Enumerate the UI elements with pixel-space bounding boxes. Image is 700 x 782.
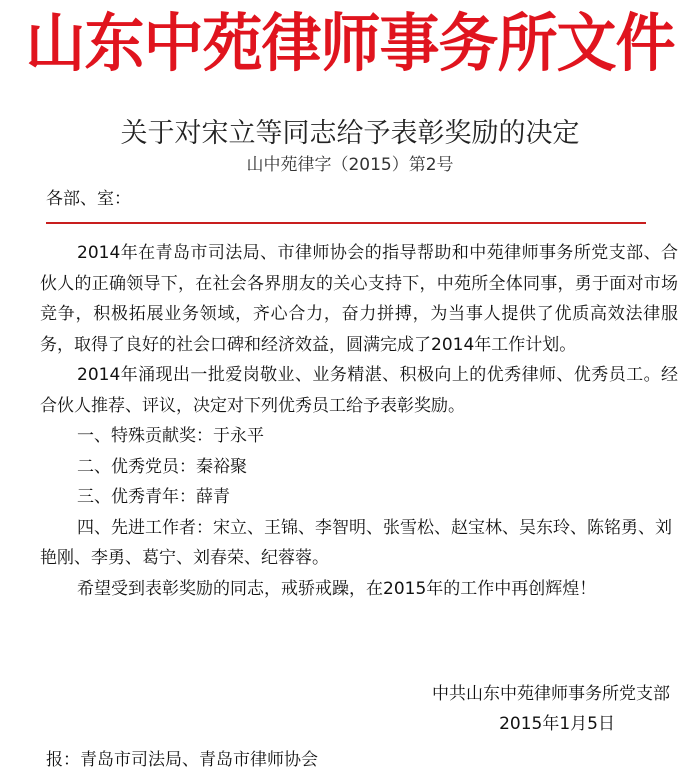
document-masthead: 山东中苑律师事务所文件 xyxy=(25,7,675,81)
carbon-copy-line: 报：青岛市司法局、青岛市律师协会 xyxy=(46,750,318,770)
award-item: 三、优秀青年：薛青 xyxy=(77,487,230,507)
red-divider-rule xyxy=(46,222,646,224)
document-body xyxy=(40,238,678,604)
signature-organization: 中共山东中苑律师事务所党支部 xyxy=(432,684,670,704)
document-number: 山中苑律字（2015）第2号 xyxy=(246,155,454,175)
body-paragraph: 2014年涌现出一批爱岗敬业、业务精湛、积极向上的优秀律师、优秀员工。经合伙人推荐、评议，决定对下列优秀员工给予表彰奖励。 xyxy=(40,365,678,416)
document-title: 关于对宋立等同志给予表彰奖励的决定 xyxy=(120,118,580,149)
body-paragraph: 2014年在青岛市司法局、市律师协会的指导帮助和中苑律师事务所党支部、合伙人的正确领导下，在社会各界朋友的关心支持下，中苑所全体同事，勇于面对市场竞争，积极拓展业务领域，齐心合力，奋力拼搏，为当事人提供了优质高效法律服务，取得了良好的社会口碑和经济效益，圆满完成了2014年工作计划。 xyxy=(40,243,678,355)
award-item: 二、优秀党员：秦裕聚 xyxy=(77,456,247,477)
advanced-workers-list: 四、先进工作者：宋立、王锦、李智明、张雪松、赵宝林、吴东玲、陈铭勇、刘艳刚、李勇、葛宁、刘春荣、纪蓉蓉。 xyxy=(40,517,672,568)
closing-paragraph: 希望受到表彰奖励的同志，戒骄戒躁，在2015年的工作中再创辉煌！ xyxy=(77,578,597,599)
salutation: 各部、室： xyxy=(46,189,131,209)
award-item: 一、特殊贡献奖：于永平 xyxy=(77,426,264,446)
signature-date: 2015年1月5日 xyxy=(499,714,615,734)
